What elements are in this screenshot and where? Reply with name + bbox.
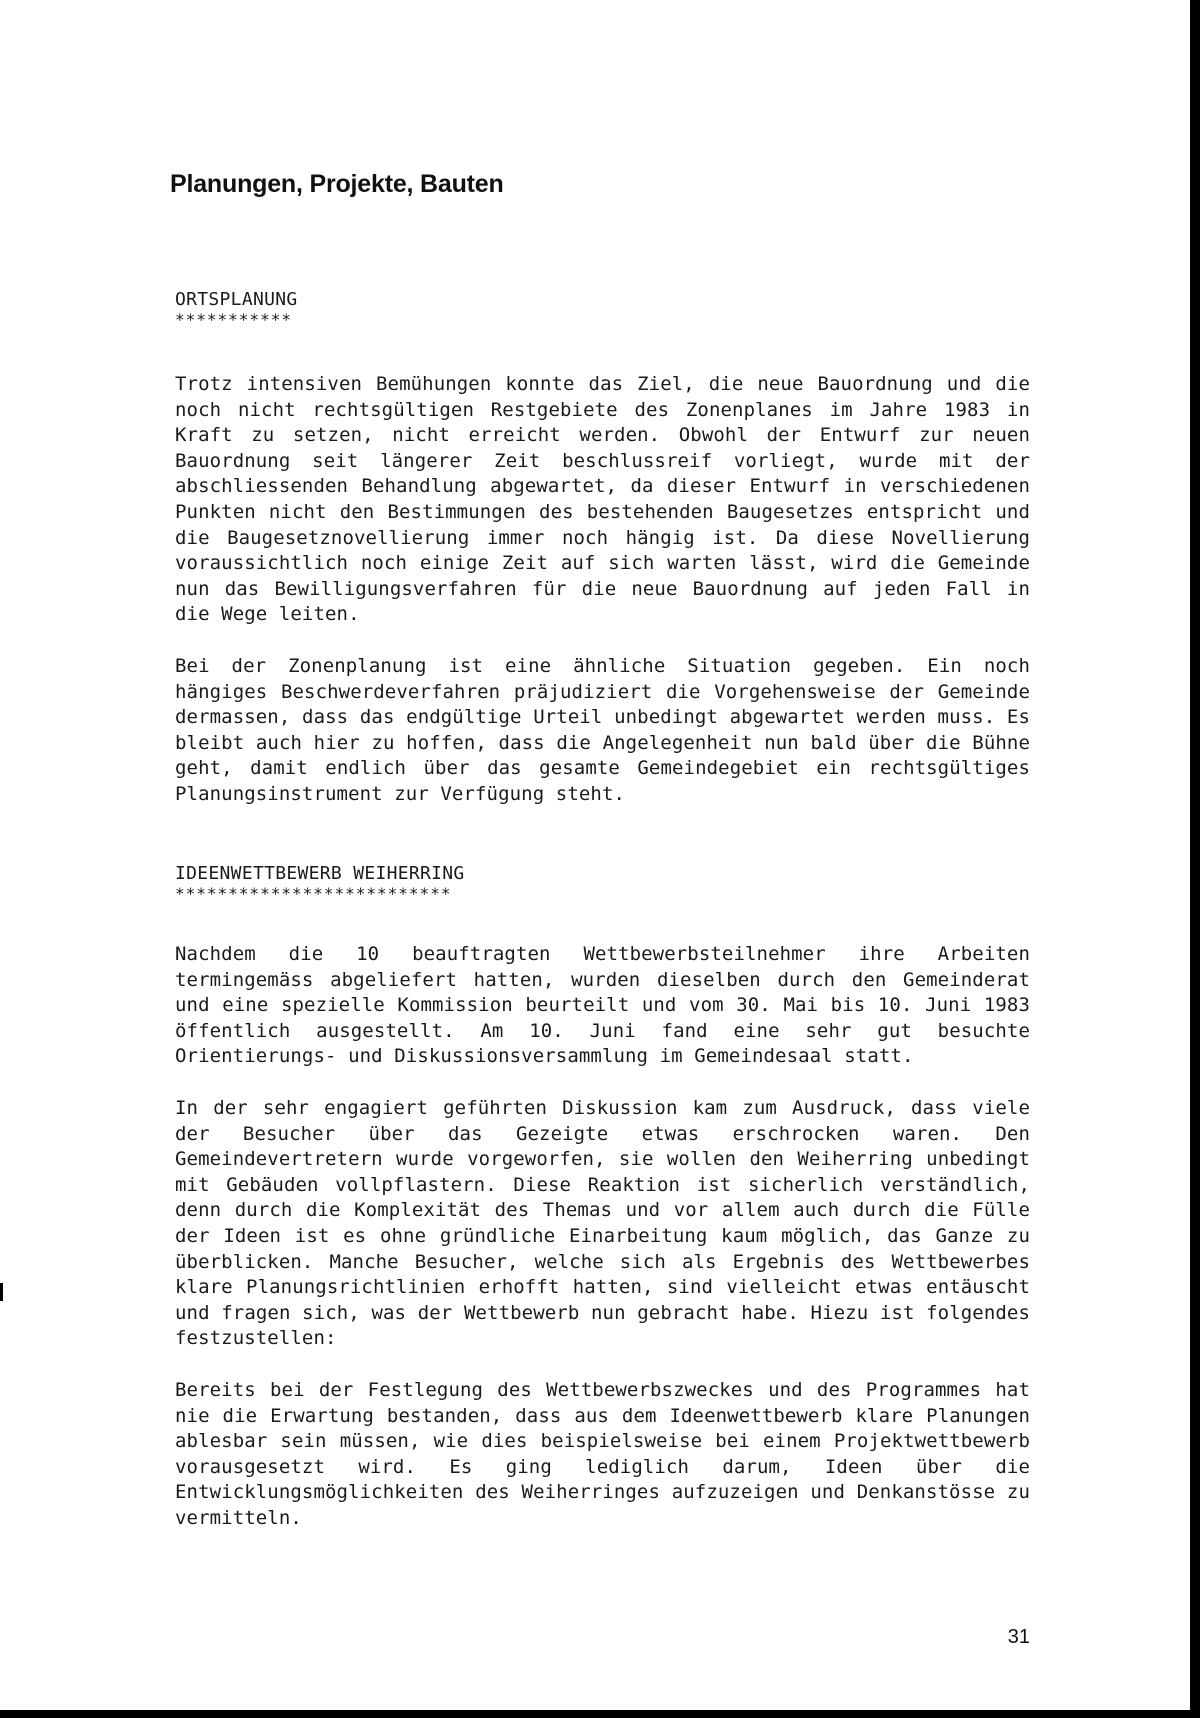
- paragraph: Bereits bei der Festlegung des Wettbewerbszweckes und des Programmes hat nie die Erwartung bestanden, dass aus dem Ideenwettbewerb klare Planungen ablesbar sein müssen, wie dies beispielsweise bei einem Projektwettbewerb vorausgesetzt wird. Es ging lediglich darum, Ideen über die Entwicklungsmöglichkeiten des Weiherringes aufzuzeigen und Denkanstösse zu vermitteln.: [175, 1378, 1030, 1529]
- page-title: Planungen, Projekte, Bauten: [170, 170, 504, 198]
- section-ideenwettbewerb: [175, 862, 1030, 1531]
- section-body: [175, 942, 1030, 1531]
- section-heading: ORTSPLANUNG: [175, 289, 298, 310]
- paragraph: In der sehr engagiert geführten Diskussion kam zum Ausdruck, dass viele der Besucher über das Gezeigte etwas erschrocken waren. Den Gemeindevertretern wurde vorgeworfen, sie wollen den Weiherring unbedingt mit Gebäuden vollpflastern. Diese Reaktion ist sicherlich verständlich, denn durch die Komplexität des Themas und vor allem auch durch die Fülle der Ideen ist es ohne gründliche Einarbeitung kaum möglich, das Ganze zu überblicken. Manche Besucher, welche sich als Ergebnis des Wettbewerbes klare Planungsrichtlinien erhofft hatten, sind vielleicht etwas entäuscht und fragen sich, was der Wettbewerb nun gebracht habe. Hiezu ist folgendes festzustellen:: [175, 1096, 1030, 1350]
- paragraph: Trotz intensiven Bemühungen konnte das Ziel, die neue Bauordnung und die noch nicht rechtsgültigen Restgebiete des Zonenplanes im Jahre 1983 in Kraft zu setzen, nicht erreicht werden. Obwohl der Entwurf zur neuen Bauordnung seit längerer Zeit beschlussreif vorliegt, wurde mit der abschliessenden Behandlung abgewartet, da dieser Entwurf in verschiedenen Punkten nicht den Bestimmungen des bestehenden Baugesetzes entspricht und die Baugesetznovellierung immer noch hängig ist. Da diese Novellierung voraussichtlich noch einige Zeit auf sich warten lässt, wird die Gemeinde nun das Bewilligungsverfahren für die neue Bauordnung auf jeden Fall in die Wege leiten.: [175, 373, 1030, 626]
- section-heading: IDEENWETTBEWERB WEIHERRING: [175, 863, 465, 884]
- paragraph: Bei der Zonenplanung ist eine ähnliche Situation gegeben. Ein noch hängiges Beschwerdeverfahren präjudiziert die Vorgehensweise der Gemeinde dermassen, dass das endgültige Urteil unbedingt abgewartet werden muss. Es bleibt auch hier zu hoffen, dass die Angelegenheit nun bald über die Bühne geht, damit endlich über das gesamte Gemeindegebiet ein rechtsgültiges Planungsinstrument zur Verfügung steht.: [175, 654, 1030, 805]
- section-ortsplanung: [175, 288, 1030, 808]
- scan-edge-mark: [0, 1283, 3, 1301]
- paragraph: Nachdem die 10 beauftragten Wettbewerbsteilnehmer ihre Arbeiten termingemäss abgeliefert hatten, wurden dieselben durch den Gemeinderat und eine spezielle Kommission beurteilt und vom 30. Mai bis 10. Juni 1983 öffentlich ausgestellt. Am 10. Juni fand eine sehr gut besuchte Orientierungs- und Diskussionsversammlung im Gemeindesaal statt.: [175, 943, 1030, 1068]
- section-body: [175, 372, 1030, 808]
- section-underline: ***********: [175, 310, 292, 329]
- page-number: 31: [1007, 1626, 1030, 1648]
- section-underline: **************************: [175, 884, 452, 903]
